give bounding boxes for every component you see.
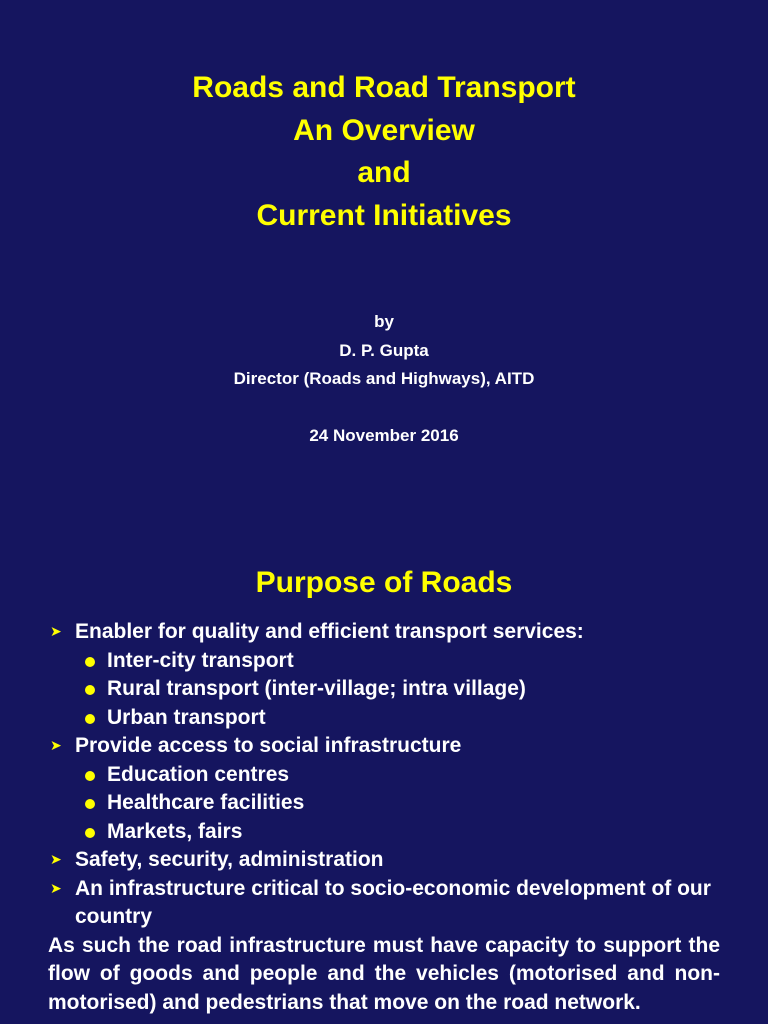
sub-bullet-item bbox=[48, 647, 720, 676]
by-label: by bbox=[374, 312, 394, 331]
sub-bullet-text: Healthcare facilities bbox=[107, 791, 305, 814]
bullet-item bbox=[48, 875, 720, 932]
dot-bullet-icon bbox=[85, 771, 95, 781]
sub-bullet-text: Education centres bbox=[107, 762, 290, 786]
title-line-4: Current Initiatives bbox=[256, 198, 512, 232]
bullet-item bbox=[48, 732, 720, 761]
dot-bullet-icon bbox=[85, 828, 95, 838]
author-position: Director (Roads and Highways), AITD bbox=[233, 369, 535, 388]
arrowhead-bullet-icon: ➤ bbox=[50, 880, 62, 897]
sub-bullet-text: Rural transport (inter-village; intra village) bbox=[107, 677, 526, 700]
title-line-1: Roads and Road Transport bbox=[192, 71, 576, 104]
title-line-2: An Overview bbox=[293, 113, 475, 147]
title-line-3: and bbox=[357, 156, 411, 189]
sub-bullet-item bbox=[48, 704, 720, 733]
bullet-text: Enabler for quality and efficient transport services: bbox=[75, 620, 584, 643]
bullet-text: Safety, security, administration bbox=[75, 848, 384, 871]
sub-bullet-text: Urban transport bbox=[107, 705, 266, 729]
byline bbox=[0, 308, 768, 394]
purpose-content bbox=[48, 618, 720, 1017]
dot-bullet-icon bbox=[85, 685, 95, 695]
purpose-slide bbox=[0, 512, 768, 1024]
dot-bullet-icon bbox=[85, 657, 95, 667]
dot-bullet-icon bbox=[85, 799, 95, 809]
arrowhead-bullet-icon: ➤ bbox=[50, 624, 62, 640]
dot-bullet-icon bbox=[85, 714, 95, 724]
sub-bullet-text: Markets, fairs bbox=[107, 819, 243, 843]
bullet-text: An infrastructure critical to socio-economic development of our country bbox=[75, 876, 711, 928]
sub-bullet-item bbox=[48, 675, 720, 704]
arrowhead-bullet-icon: ➤ bbox=[50, 738, 62, 754]
sub-bullet-text: Inter-city transport bbox=[107, 648, 294, 672]
presentation-date: 24 November 2016 bbox=[309, 426, 459, 445]
bullet-item bbox=[48, 846, 720, 875]
arrowhead-bullet-icon: ➤ bbox=[50, 852, 62, 868]
bullet-text: Provide access to social infrastructure bbox=[75, 734, 462, 757]
summary-paragraph: As such the road infrastructure must have capacity to support the flow of goods and people and the vehicles (motorised and non-motorised) and pedestrians that move on the road network. bbox=[48, 933, 720, 1014]
bullet-item bbox=[48, 618, 720, 647]
sub-bullet-item bbox=[48, 818, 720, 847]
author-name: D. P. Gupta bbox=[339, 340, 429, 360]
slide-title bbox=[0, 67, 768, 237]
sub-bullet-item bbox=[48, 761, 720, 790]
sub-bullet-item bbox=[48, 789, 720, 818]
purpose-title: Purpose of Roads bbox=[255, 566, 513, 599]
